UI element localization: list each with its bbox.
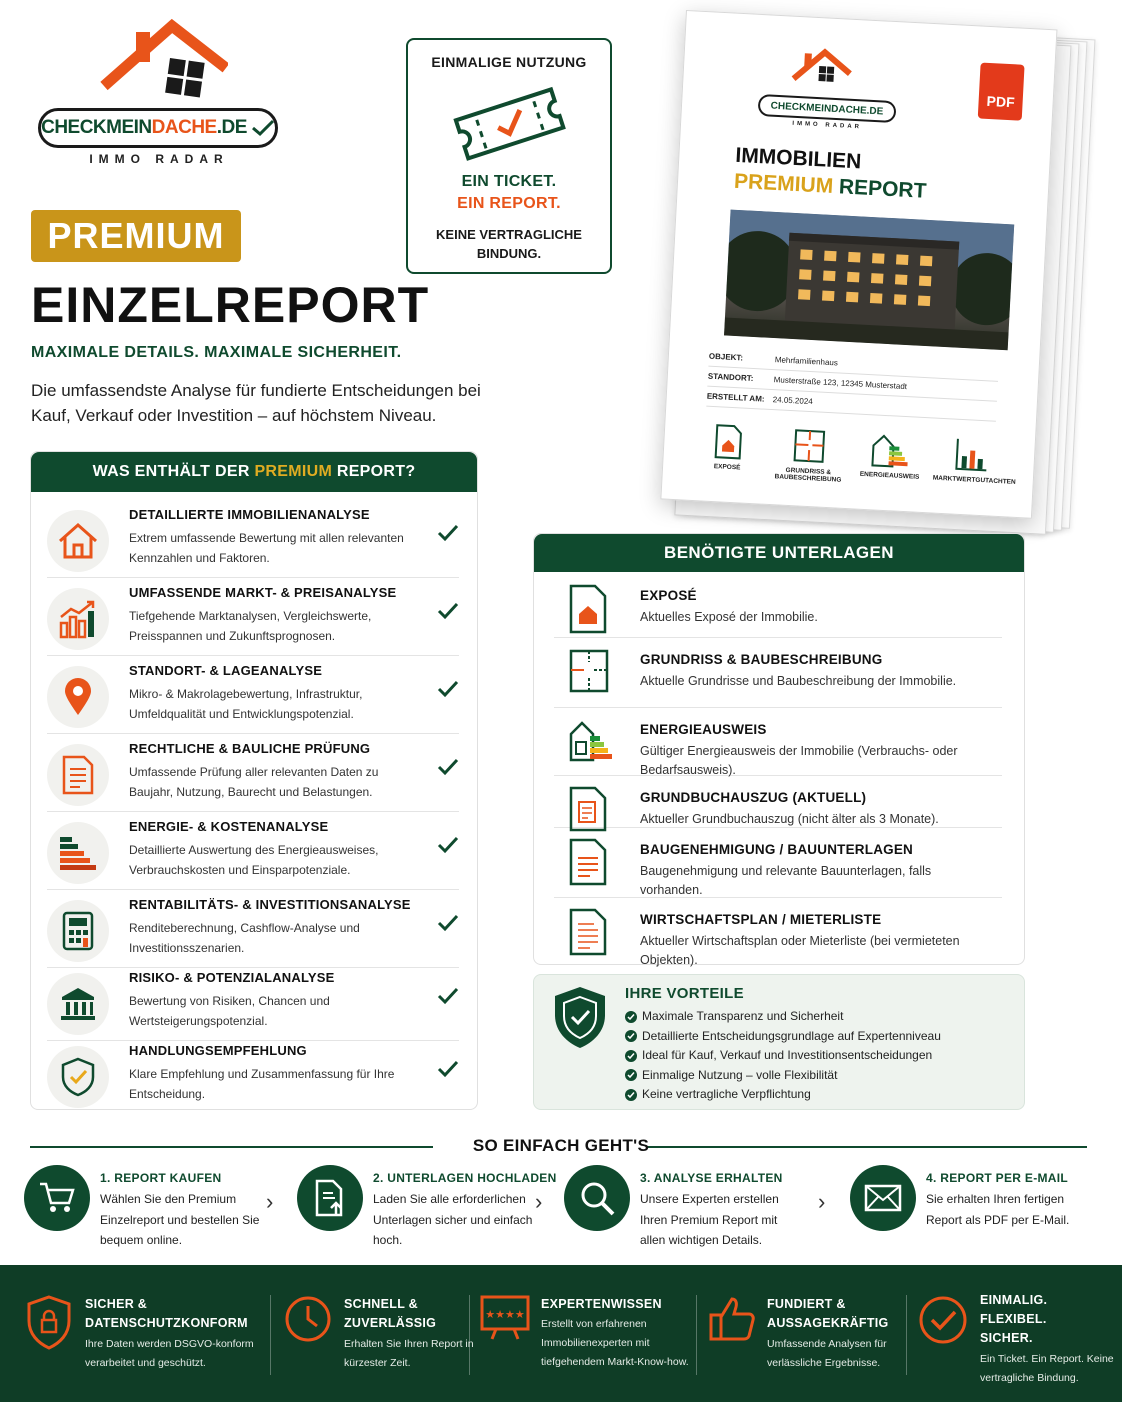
advantage-text: Detaillierte Entscheidungsgrundlage auf Expertenniveau	[642, 1028, 941, 1043]
document-item-desc: Baugenehmigung und relevante Bauunterlagen, falls vorhanden.	[640, 864, 932, 897]
rating-board-icon	[480, 1295, 530, 1341]
included-item-desc: Mikro- & Makrolagebewertung, Infrastruktur, Umfeldqualität und Entwicklungspotenzial.	[129, 687, 363, 721]
included-item-desc: Bewertung von Risiken, Chancen und Wertsteigerungspotenzial.	[129, 994, 330, 1028]
included-item-title: RENTABILITÄTS- & INVESTITIONSANALYSE	[129, 897, 411, 912]
footer-item-desc: Erhalten Sie Ihren Report in kürzester Zeit.	[344, 1338, 474, 1369]
document-item-title: GRUNDBUCHAUSZUG (AKTUELL)	[640, 790, 867, 805]
document-item-desc: Aktueller Wirtschaftsplan oder Mieterliste (bei vermieteten Objekten).	[640, 934, 960, 967]
included-item	[47, 658, 459, 734]
footer-bar	[0, 1265, 1122, 1402]
check-icon	[437, 758, 459, 776]
clock-icon	[284, 1295, 332, 1343]
included-header-c: REPORT?	[336, 463, 416, 480]
step-desc: Laden Sie alle erforderlichen Unterlagen sicher und einfach hoch.	[373, 1192, 533, 1247]
advantages-panel	[533, 974, 1025, 1110]
included-item	[47, 814, 459, 890]
advantage-item	[625, 1027, 941, 1047]
search-icon	[564, 1165, 630, 1231]
footer-item-desc: Erstellt von erfahrenen Immobilienexperten mit tiefgehendem Markt-Know-how.	[541, 1318, 689, 1368]
cover-icon-floorplan	[770, 426, 849, 484]
documents-panel	[533, 533, 1025, 965]
cover-icons	[689, 422, 1016, 493]
shield-lock-icon	[26, 1295, 72, 1351]
document-item	[554, 898, 1002, 967]
included-item-desc: Tiefgehende Marktanalysen, Vergleichswerte, Preisspannen und Zukunftsprognosen.	[129, 609, 372, 643]
meta-key: ERSTELLT AM:	[706, 391, 765, 404]
energy-scale-icon	[47, 822, 109, 884]
pdf-label: PDF	[986, 92, 1016, 111]
included-item-title: STANDORT- & LAGEANALYSE	[129, 663, 323, 678]
energy-certificate-icon	[870, 431, 912, 469]
document-item-title: BAUGENEHMIGUNG / BAUUNTERLAGEN	[640, 842, 914, 857]
included-item-title: ENERGIE- & KOSTENANALYSE	[129, 819, 329, 834]
step-desc: Sie erhalten Ihren fertigen Report als PDF per E-Mail.	[926, 1192, 1070, 1227]
documents-header: BENÖTIGTE UNTERLAGEN	[534, 534, 1024, 572]
included-item	[47, 892, 459, 968]
cover-title-1: IMMOBILIEN	[734, 143, 862, 174]
brand-logo[interactable]	[36, 18, 286, 168]
house-icon	[47, 510, 109, 572]
building-permit-icon	[568, 838, 608, 886]
included-panel	[30, 451, 478, 1110]
check-circle-icon	[625, 1050, 637, 1062]
cover-icon-label: GRUNDRISS & BAUBESCHREIBUNG	[774, 466, 842, 484]
footer-item-reliable	[708, 1265, 898, 1402]
included-item-title: UMFASSENDE MARKT- & PREISANALYSE	[129, 585, 397, 600]
expose-document-icon	[568, 584, 608, 634]
cover-meta	[706, 347, 999, 422]
document-icon	[47, 744, 109, 806]
advantages-title: IHRE VORTEILE	[625, 985, 744, 1002]
ticket-line-1: EIN TICKET.	[461, 173, 557, 190]
mail-icon	[850, 1165, 916, 1231]
document-item-desc: Aktuelles Exposé der Immobilie.	[640, 610, 818, 624]
footer-item-title: EXPERTENWISSEN	[541, 1297, 662, 1311]
footer-item-title: SCHNELL & ZUVERLÄSSIG	[344, 1297, 437, 1330]
cover-icon-expose	[689, 422, 768, 480]
step-title: 1. REPORT KAUFEN	[100, 1171, 222, 1185]
ticket-icon	[449, 82, 569, 162]
included-header-a: WAS ENTHÄLT DER	[92, 463, 250, 480]
included-item-desc: Detaillierte Auswertung des Energieausweises, Verbrauchskosten und Einsparpotenziale.	[129, 843, 379, 877]
meta-value: Musterstraße 123, 12345 Musterstadt	[773, 375, 908, 392]
check-icon	[437, 836, 459, 854]
cover-icon-label: EXPOSÉ	[713, 463, 741, 472]
thumbs-up-icon	[708, 1295, 756, 1343]
location-pin-icon	[47, 666, 109, 728]
footer-item-desc: Ein Ticket. Ein Report. Keine vertragliche Bindung.	[980, 1353, 1114, 1384]
meta-value: 24.05.2024	[772, 395, 813, 407]
advantages-list	[625, 1007, 941, 1105]
checkmark-icon	[251, 119, 275, 137]
footer-item-expertise	[480, 1265, 695, 1402]
document-item	[554, 574, 1002, 638]
footer-item-fast	[284, 1265, 474, 1402]
cover-icon-energy	[851, 430, 930, 488]
check-circle-icon	[625, 1069, 637, 1081]
floorplan-icon	[568, 648, 610, 694]
footer-separator	[469, 1295, 470, 1375]
ticket-heading: EINMALIGE NUTZUNG	[431, 54, 587, 70]
footer-item-title: FUNDIERT & AUSSAGEKRÄFTIG	[767, 1297, 889, 1330]
brand-part-2: DACHE	[151, 117, 217, 138]
upload-document-icon	[297, 1165, 363, 1231]
cover-wordmark	[758, 94, 897, 123]
report-cover	[660, 10, 1057, 519]
check-circle-icon	[625, 1089, 637, 1101]
cover-icon-label: MARKTWERTGUTACHTEN	[932, 474, 1016, 486]
advantage-text: Keine vertragliche Verpflichtung	[642, 1087, 811, 1101]
included-item	[47, 736, 459, 812]
step-title: 4. REPORT PER E-MAIL	[926, 1171, 1069, 1185]
footer-item-desc: Ihre Daten werden DSGVO-konform verarbeitet und geschützt.	[85, 1338, 254, 1369]
tenant-list-icon	[568, 908, 608, 956]
cover-brand-sub: IMMO RADAR	[792, 120, 863, 131]
included-item-desc: Umfassende Prüfung aller relevanten Daten zu Baujahr, Nutzung, Baurecht und Belastungen.	[129, 765, 379, 799]
footer-item-single	[918, 1265, 1118, 1402]
ticket-line-3: KEINE VERTRAGLICHE BINDUNG.	[436, 227, 582, 261]
cover-icon-valuation	[932, 435, 1016, 493]
document-item	[554, 638, 1002, 708]
included-item-title: HANDLUNGSEMPFEHLUNG	[129, 1043, 307, 1058]
cart-icon	[24, 1165, 90, 1231]
footer-separator	[696, 1295, 697, 1375]
cover-title-report: REPORT	[832, 174, 927, 203]
page-subtitle: MAXIMALE DETAILS. MAXIMALE SICHERHEIT.	[31, 344, 402, 361]
calculator-icon	[47, 900, 109, 962]
pdf-icon	[978, 62, 1025, 120]
included-item	[47, 1038, 459, 1114]
step-desc: Unsere Experten erstellen Ihren Premium Report mit allen wichtigen Details.	[640, 1192, 779, 1247]
expose-icon	[713, 423, 745, 461]
document-item-desc: Aktuelle Grundrisse und Baubeschreibung der Immobilie.	[640, 674, 957, 688]
floorplan-icon	[792, 427, 828, 465]
page-title: EINZELREPORT	[31, 277, 430, 333]
brand-part-3: .DE	[216, 117, 247, 138]
cover-title-2	[733, 170, 927, 204]
included-item	[47, 580, 459, 656]
cover-icon-label: ENERGIEAUSWEIS	[859, 470, 920, 481]
document-item-title: GRUNDRISS & BAUBESCHREIBUNG	[640, 652, 883, 667]
brand-part-1: CHECKMEIN	[41, 117, 152, 138]
footer-separator	[906, 1295, 907, 1375]
meta-key: OBJEKT:	[708, 351, 744, 363]
brand-wordmark	[38, 108, 278, 148]
chevron-right-icon: ›	[818, 1189, 826, 1214]
document-item	[554, 776, 1002, 828]
brand-subtitle: IMMO RADAR	[89, 152, 229, 166]
included-item	[47, 965, 459, 1041]
single-use-box	[406, 38, 612, 274]
check-icon	[437, 1060, 459, 1078]
land-register-icon	[568, 786, 608, 832]
check-circle-icon	[918, 1295, 968, 1345]
building-photo	[724, 210, 1014, 351]
meta-value: Mehrfamilienhaus	[774, 355, 839, 368]
step-title: 3. ANALYSE ERHALTEN	[640, 1171, 783, 1185]
bank-icon	[47, 973, 109, 1035]
included-item-title: DETAILLIERTE IMMOBILIENANALYSE	[129, 507, 370, 522]
svg-text:★★★★: ★★★★	[485, 1308, 525, 1321]
advantage-item	[625, 1046, 941, 1066]
document-item-desc: Aktueller Grundbuchauszug (nicht älter als 3 Monate).	[640, 812, 939, 826]
step-desc: Wählen Sie den Premium Einzelreport und bestellen Sie bequem online.	[100, 1192, 260, 1247]
shield-check-icon	[47, 1046, 109, 1108]
cover-brand: CHECKMEINDACHE.DE	[770, 100, 884, 117]
document-item-title: WIRTSCHAFTSPLAN / MIETERLISTE	[640, 912, 882, 927]
cover-logo	[757, 43, 901, 132]
ticket-line-2: EIN REPORT.	[457, 195, 561, 212]
check-icon	[437, 602, 459, 620]
included-header	[31, 452, 477, 492]
shield-check-icon	[552, 985, 608, 1051]
check-icon	[437, 524, 459, 542]
document-item	[554, 828, 1002, 898]
roof-house-icon	[98, 18, 228, 104]
report-mockup	[660, 10, 1080, 530]
advantage-item	[625, 1066, 941, 1086]
steps-title: SO EINFACH GEHT'S	[472, 1136, 650, 1155]
advantage-text: Maximale Transparenz und Sicherheit	[642, 1009, 844, 1023]
footer-item-title: EINMALIG. FLEXIBEL. SICHER.	[980, 1293, 1048, 1345]
included-item	[47, 502, 459, 578]
advantage-item	[625, 1007, 941, 1027]
premium-badge: PREMIUM	[31, 210, 241, 262]
valuation-chart-icon	[953, 436, 991, 474]
advantage-text: Einmalige Nutzung – volle Flexibilität	[642, 1067, 838, 1082]
included-item-desc: Extrem umfassende Bewertung mit allen relevanten Kennzahlen und Faktoren.	[129, 531, 404, 565]
footer-separator	[270, 1295, 271, 1375]
check-circle-icon	[625, 1030, 637, 1042]
included-header-b: PREMIUM	[254, 463, 333, 480]
energy-certificate-icon	[568, 718, 614, 764]
footer-item-secure	[26, 1265, 266, 1402]
included-item-desc: Klare Empfehlung und Zusammenfassung für Ihre Entscheidung.	[129, 1067, 395, 1101]
included-item-desc: Renditeberechnung, Cashflow-Analyse und Investitionsszenarien.	[129, 921, 360, 955]
chevron-right-icon: ›	[266, 1189, 274, 1214]
chart-growth-icon	[47, 588, 109, 650]
included-item-title: RECHTLICHE & BAULICHE PRÜFUNG	[129, 741, 371, 756]
advantage-item	[625, 1085, 941, 1105]
check-icon	[437, 914, 459, 932]
cover-title-premium: PREMIUM	[733, 169, 834, 198]
document-item-title: ENERGIEAUSWEIS	[640, 722, 767, 737]
footer-item-title: SICHER & DATENSCHUTZKONFORM	[85, 1297, 248, 1330]
document-item-title: EXPOSÉ	[640, 588, 697, 603]
roof-house-icon	[759, 43, 901, 90]
included-item-title: RISIKO- & POTENZIALANALYSE	[129, 970, 335, 985]
document-item	[554, 708, 1002, 776]
meta-key: STANDORT:	[707, 371, 754, 384]
document-item-desc: Gültiger Energieausweis der Immobilie (Verbrauchs- oder Bedarfsausweis).	[640, 744, 958, 777]
check-circle-icon	[625, 1011, 637, 1023]
check-icon	[437, 680, 459, 698]
page-description: Die umfassendste Analyse für fundierte Entscheidungen bei Kauf, Verkauf oder Investition – auf höchstem Niveau.	[31, 381, 481, 425]
advantage-text: Ideal für Kauf, Verkauf und Investitionsentscheidungen	[642, 1048, 933, 1062]
step-title: 2. UNTERLAGEN HOCHLADEN	[373, 1171, 557, 1185]
footer-item-desc: Umfassende Analysen für verlässliche Ergebnisse.	[767, 1338, 887, 1369]
check-icon	[437, 987, 459, 1005]
chevron-right-icon: ›	[535, 1189, 543, 1214]
